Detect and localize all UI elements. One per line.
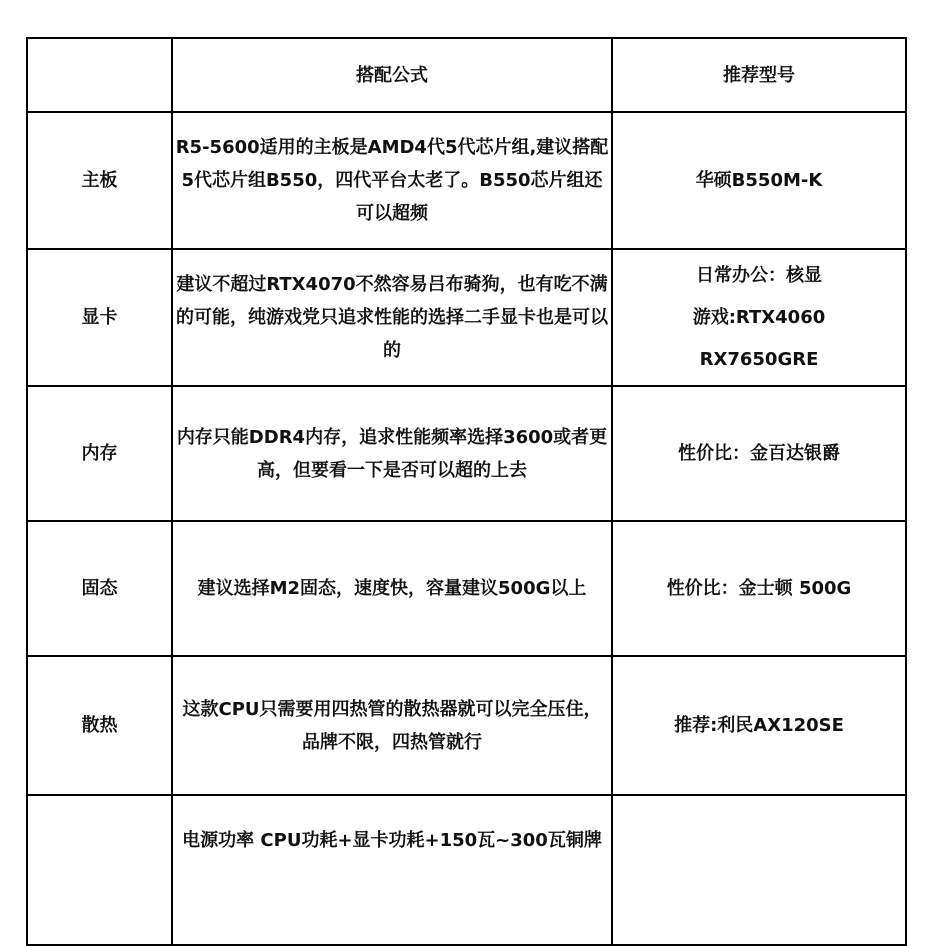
formula-cell (172, 656, 612, 795)
recommend-line: 推荐:利民AX120SE (674, 714, 844, 736)
formula-text: 这款CPU只需要用四热管的散热器就可以完全压住，品牌不限，四热管就行 (182, 698, 602, 753)
formula-text: 内存只能DDR4内存，追求性能频率选择3600或者更高，但要看一下是否可以超的上去 (176, 426, 608, 481)
recommend-line: 性价比：金士顿 500G (666, 577, 852, 599)
formula-text: R5-5600适用的主板是AMD4代5代芯片组,建议搭配5代芯片组B550，四代平台太老了。B550芯片组还可以超频 (175, 137, 609, 224)
spec-table (26, 37, 907, 946)
table-row-ssd (27, 521, 906, 656)
recommend-line: 日常办公：核显 (696, 264, 822, 286)
part-name-cell (27, 795, 172, 945)
formula-text: 建议不超过RTX4070不然容易吕布骑狗，也有吃不满的可能，纯游戏党只追求性能的选择二手显卡也是可以的 (176, 274, 608, 361)
recommend-cell (612, 386, 906, 521)
recommend-cell (612, 249, 906, 386)
part-name-cell: 内存 (27, 386, 172, 521)
formula-cell (172, 521, 612, 656)
formula-cell (172, 386, 612, 521)
formula-cell (172, 795, 612, 945)
table-row-psu (27, 795, 906, 945)
table-row-gpu (27, 249, 906, 386)
part-name-cell: 主板 (27, 112, 172, 249)
header-cell-recommend: 推荐型号 (612, 38, 906, 112)
part-name-cell: 散热 (27, 656, 172, 795)
recommend-cell (612, 112, 906, 249)
recommend-cell (612, 795, 906, 945)
formula-cell (172, 112, 612, 249)
formula-cell (172, 249, 612, 386)
header-cell-formula: 搭配公式 (172, 38, 612, 112)
formula-text: 电源功率 CPU功耗+显卡功耗+150瓦~300瓦铜牌 (182, 830, 602, 851)
recommend-line: 性价比：金百达银爵 (678, 442, 840, 464)
recommend-cell (612, 656, 906, 795)
table-row-memory (27, 386, 906, 521)
formula-text: 建议选择M2固态，速度快，容量建议500G以上 (197, 578, 587, 599)
part-name-cell: 显卡 (27, 249, 172, 386)
table-header-row (27, 38, 906, 112)
part-name-cell: 固态 (27, 521, 172, 656)
table-row-cooler (27, 656, 906, 795)
table-row-motherboard (27, 112, 906, 249)
header-cell-part (27, 38, 172, 112)
recommend-line: 华硕B550M-K (695, 169, 823, 191)
recommend-line: RX7650GRE (699, 348, 819, 370)
recommend-line: 游戏:RTX4060 (692, 306, 826, 328)
recommend-cell (612, 521, 906, 656)
